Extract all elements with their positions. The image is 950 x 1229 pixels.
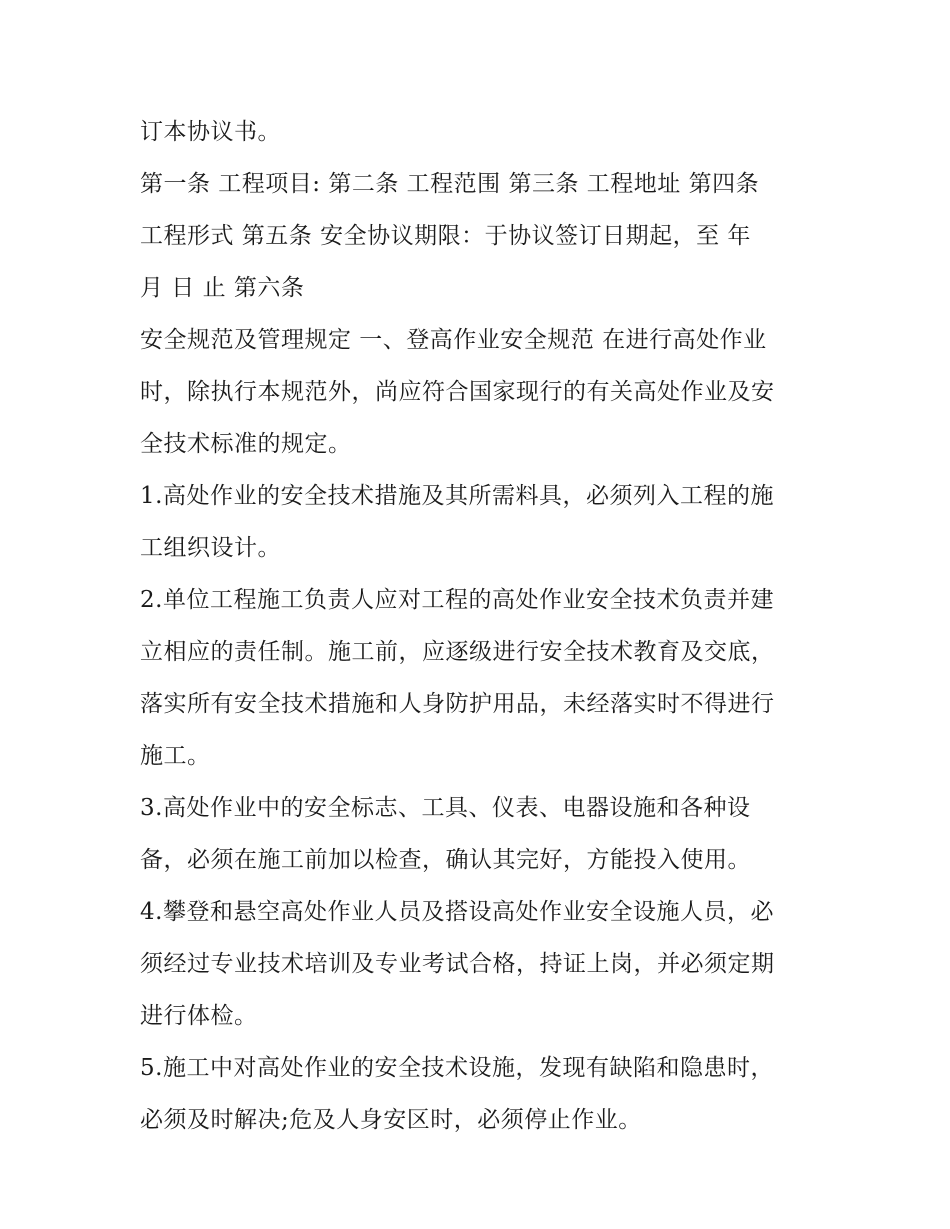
text-line: 施工。	[140, 743, 211, 769]
text-line: 安全规范及管理规定 一、登高作业安全规范 在进行高处作业	[140, 327, 767, 353]
text-line: 立相应的责任制。施工前，应逐级进行安全技术教育及交底，	[140, 639, 775, 665]
text-line: 2.单位工程施工负责人应对工程的高处作业安全技术负责并建	[140, 587, 774, 613]
text-line: 3.高处作业中的安全标志、工具、仪表、电器设施和各种设	[140, 795, 751, 821]
text-line: 进行体检。	[140, 1003, 258, 1029]
text-line: 1.高处作业的安全技术措施及其所需料具，必须列入工程的施	[140, 483, 774, 509]
text-line: 必须及时解决;危及人身安区时，必须停止作业。	[140, 1107, 642, 1133]
text-line: 时，除执行本规范外，尚应符合国家现行的有关高处作业及安	[140, 379, 775, 405]
document-body	[140, 106, 820, 1146]
text-line: 工组织设计。	[140, 535, 281, 561]
text-line: 须经过专业技术培训及专业考试合格，持证上岗，并必须定期	[140, 951, 775, 977]
text-line: 落实所有安全技术措施和人身防护用品，未经落实时不得进行	[140, 691, 775, 717]
text-line: 备，必须在施工前加以检查，确认其完好，方能投入使用。	[140, 847, 751, 873]
text-line: 工程形式 第五条 安全协议期限：于协议签订日期起，至 年	[140, 223, 751, 249]
text-line: 订本协议书。	[140, 119, 281, 145]
text-line: 全技术标准的规定。	[140, 431, 352, 457]
text-line: 5.施工中对高处作业的安全技术设施，发现有缺陷和隐患时，	[140, 1055, 774, 1081]
text-line: 第一条 工程项目: 第二条 工程范围 第三条 工程地址 第四条	[140, 171, 760, 197]
text-line: 4.攀登和悬空高处作业人员及搭设高处作业安全设施人员，必	[140, 899, 774, 925]
text-line: 月 日 止 第六条	[140, 275, 305, 301]
